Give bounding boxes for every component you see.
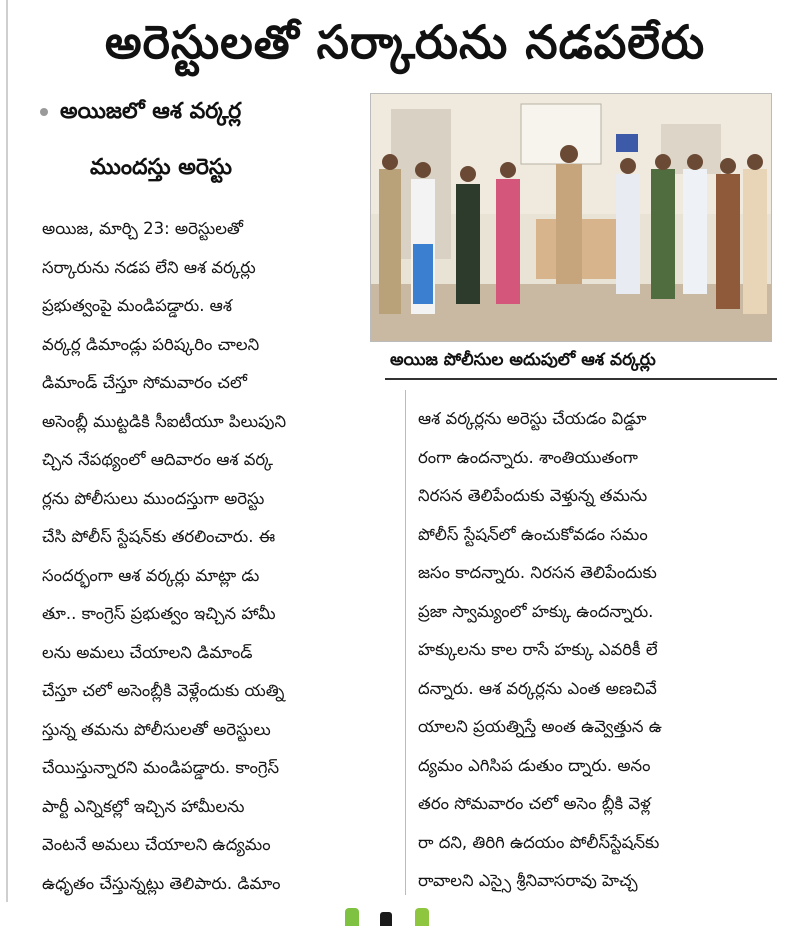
bullet-icon bbox=[40, 108, 48, 116]
article-line: చ్చిన నేపథ్యంలో ఆదివారం ఆశ వర్క bbox=[42, 450, 273, 469]
article-line: లను అమలు చేయాలని డిమాండ్ bbox=[42, 642, 253, 662]
headline: అరెస్టులతో సర్కారును నడపలేరు bbox=[104, 15, 706, 69]
article-line: రంగా ఉందన్నారు. శాంతియుతంగా bbox=[418, 447, 638, 467]
article-line: అసెంబ్లీ ముట్టడికి సీఐటీయూ పిలుపుని bbox=[42, 411, 287, 431]
subheading-line-2: ముందస్తు అరెస్టు bbox=[90, 155, 232, 180]
article-line: ఆశ వర్కర్లను అరెస్టు చేయడం విడ్డూ bbox=[418, 409, 647, 428]
article-line: పోలీస్ స్టేషన్‌లో ఉంచుకోవడం సమం bbox=[418, 524, 648, 544]
article-line: ఉధృతం చేస్తున్నట్లు తెలిపారు. డిమాం bbox=[42, 873, 281, 893]
photo-caption: అయిజ పోలీసుల అదుపులో ఆశ వర్కర్లు bbox=[390, 350, 656, 370]
green-glyph-icon bbox=[415, 908, 429, 926]
article-line: రా దని, తిరిగి ఉదయం పోలీస్‌స్టేషన్‌కు bbox=[418, 832, 660, 852]
column-divider bbox=[405, 390, 406, 895]
green-glyph-icon bbox=[345, 908, 359, 926]
article-line: ర్లను పోలీసులు ముందస్తుగా అరెస్టు bbox=[42, 488, 265, 508]
article-line: చేస్తూ చలో అసెంబ్లీకి వెళ్లేందుకు యత్ని bbox=[42, 681, 285, 700]
subheading-line-1: అయిజలో ఆశ వర్కర్ల bbox=[60, 99, 242, 124]
dark-glyph-icon bbox=[380, 912, 392, 926]
article-line: చేసి పోలీస్ స్టేషన్‌కు తరలించారు. ఈ bbox=[42, 527, 276, 546]
article-line: తరం సోమవారం చలో అసెం బ్లీకి వెళ్ల bbox=[418, 794, 651, 813]
article-line: రావాలని ఎస్సై శ్రీనివాసరావు హెచ్చ bbox=[418, 871, 638, 890]
article-line: అయిజ, మార్చి 23: అరెస్టులతో bbox=[42, 219, 244, 238]
article-line: ప్రజా స్వామ్యంలో హక్కు ఉందన్నారు. bbox=[418, 601, 654, 621]
article-column-left bbox=[42, 210, 392, 903]
article-line: వర్కర్ల డిమాండ్లు పరిష్కరిం చాలని bbox=[42, 334, 260, 354]
article-column-right bbox=[418, 400, 780, 901]
article-line: చేయిస్తున్నారని మండిపడ్డారు. కాంగ్రెస్ bbox=[42, 758, 280, 777]
news-photo bbox=[370, 93, 772, 342]
article-line: హక్కులను కాల రాసే హక్కు ఎవరికీ లే bbox=[418, 640, 658, 659]
photo-illustration bbox=[371, 94, 771, 341]
article-line: దన్నారు. ఆశ వర్కర్లను ఎంత అణచివే bbox=[418, 678, 657, 698]
article-line: డిమాండ్ చేస్తూ సోమవారం చలో bbox=[42, 373, 247, 392]
article-line: జసం కాదన్నారు. నిరసన తెలిపేందుకు bbox=[418, 563, 657, 582]
article-line: తూ.. కాంగ్రెస్ ప్రభుత్వం ఇచ్చిన హామీ bbox=[42, 604, 276, 623]
article-line: నిరసన తెలిపేందుకు వెళ్తున్న తమను bbox=[418, 486, 648, 505]
page-left-rule bbox=[6, 0, 8, 926]
article-line: యాలని ప్రయత్నిస్తే అంత ఉవ్వెత్తున ఉ bbox=[418, 717, 662, 736]
article-line: ప్రభుత్వంపై మండిపడ్డారు. ఆశ bbox=[42, 296, 232, 315]
next-article-strip bbox=[0, 902, 800, 926]
article-line: సర్కారును నడప లేని ఆశ వర్కర్లు bbox=[42, 257, 256, 277]
article-line: వెంటనే అమలు చేయాలని ఉద్యమం bbox=[42, 835, 271, 854]
caption-underline bbox=[385, 378, 777, 380]
article-line: సందర్భంగా ఆశ వర్కర్లు మాట్లా డు bbox=[42, 565, 260, 585]
article-line: ద్యమం ఎగిసిప డుతుం ద్నారు. అనం bbox=[418, 755, 651, 775]
article-line: స్తున్న తమను పోలీసులతో అరెస్టులు bbox=[42, 719, 271, 739]
article-line: పార్టీ ఎన్నికల్లో ఇచ్చిన హామీలను bbox=[42, 796, 245, 816]
